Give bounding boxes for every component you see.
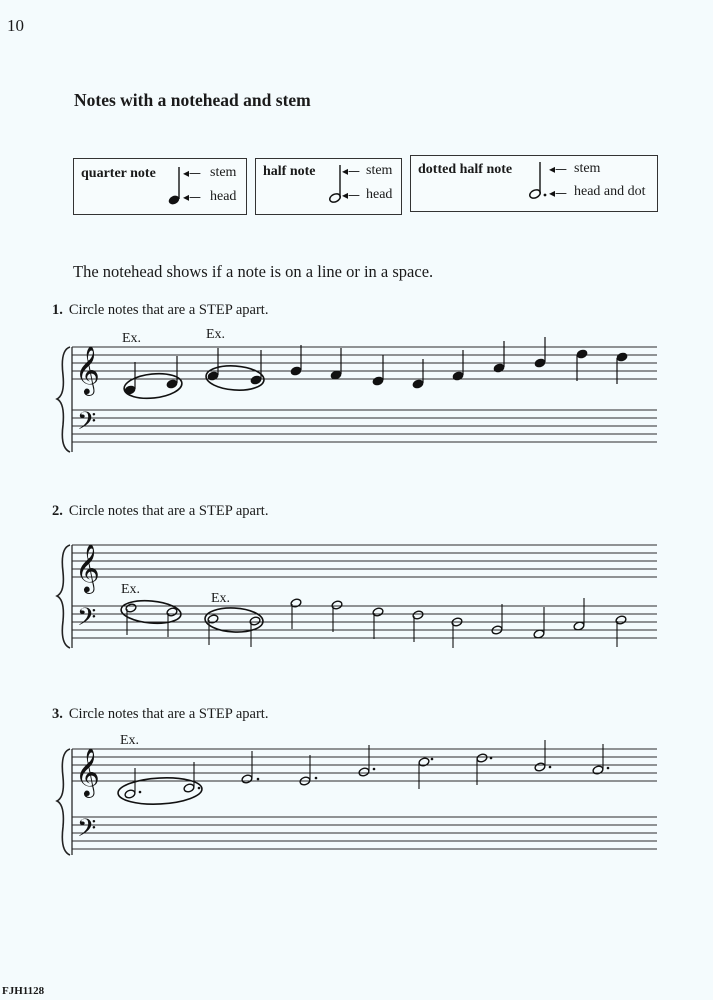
svg-text:◂—: ◂— — [549, 162, 568, 176]
exercise-2-notes — [120, 598, 627, 648]
brace-icon — [57, 545, 70, 648]
svg-text:◂—: ◂— — [549, 186, 568, 200]
example-label: Ex. — [120, 733, 140, 748]
stem-annotation: stem — [574, 161, 601, 176]
bass-clef-icon: 𝄢 — [77, 603, 97, 638]
brace-icon — [57, 749, 70, 855]
stem-annotation: stem — [366, 163, 393, 178]
head-and-dot-annotation: head and dot — [574, 184, 646, 199]
grand-staff-1 — [72, 347, 657, 452]
example-label: Ex. — [211, 591, 231, 606]
instruction-text: Circle notes that are a STEP apart. — [68, 706, 269, 722]
footer-code: FJH1128 — [2, 985, 45, 997]
head-annotation: head — [210, 189, 237, 204]
instruction-text: Circle notes that are a STEP apart. — [68, 302, 269, 318]
instruction-text: Circle notes that are a STEP apart. — [68, 503, 269, 519]
grand-staff-2 — [72, 545, 657, 648]
exercise-number: 1. — [52, 302, 63, 318]
brace-icon — [57, 347, 70, 452]
treble-clef-icon: 𝄞 — [75, 747, 100, 796]
page-title: Notes with a notehead and stem — [74, 90, 311, 110]
exercise-number: 3. — [52, 706, 63, 722]
page-number: 10 — [7, 16, 24, 35]
example-label: Ex. — [122, 331, 142, 346]
stem-annotation: stem — [210, 165, 237, 180]
example-label: Ex. — [121, 582, 141, 597]
definition-label: quarter note — [81, 166, 156, 181]
treble-clef-icon: 𝄞 — [75, 345, 100, 394]
example-label: Ex. — [206, 327, 226, 342]
head-annotation: head — [366, 187, 393, 202]
definition-label: half note — [263, 164, 316, 179]
bass-clef-icon: 𝄢 — [77, 814, 97, 849]
lead-text: The notehead shows if a note is on a line or in a space. — [73, 262, 434, 281]
exercise-number: 2. — [52, 503, 63, 519]
definition-label: dotted half note — [418, 162, 513, 177]
svg-text:◂—: ◂— — [342, 164, 361, 178]
svg-text:◂—: ◂— — [183, 166, 202, 180]
bass-clef-icon: 𝄢 — [77, 407, 97, 442]
grand-staff-3 — [72, 749, 657, 855]
svg-text:◂—: ◂— — [183, 190, 202, 204]
svg-text:◂—: ◂— — [342, 188, 361, 202]
treble-clef-icon: 𝄞 — [75, 543, 100, 592]
